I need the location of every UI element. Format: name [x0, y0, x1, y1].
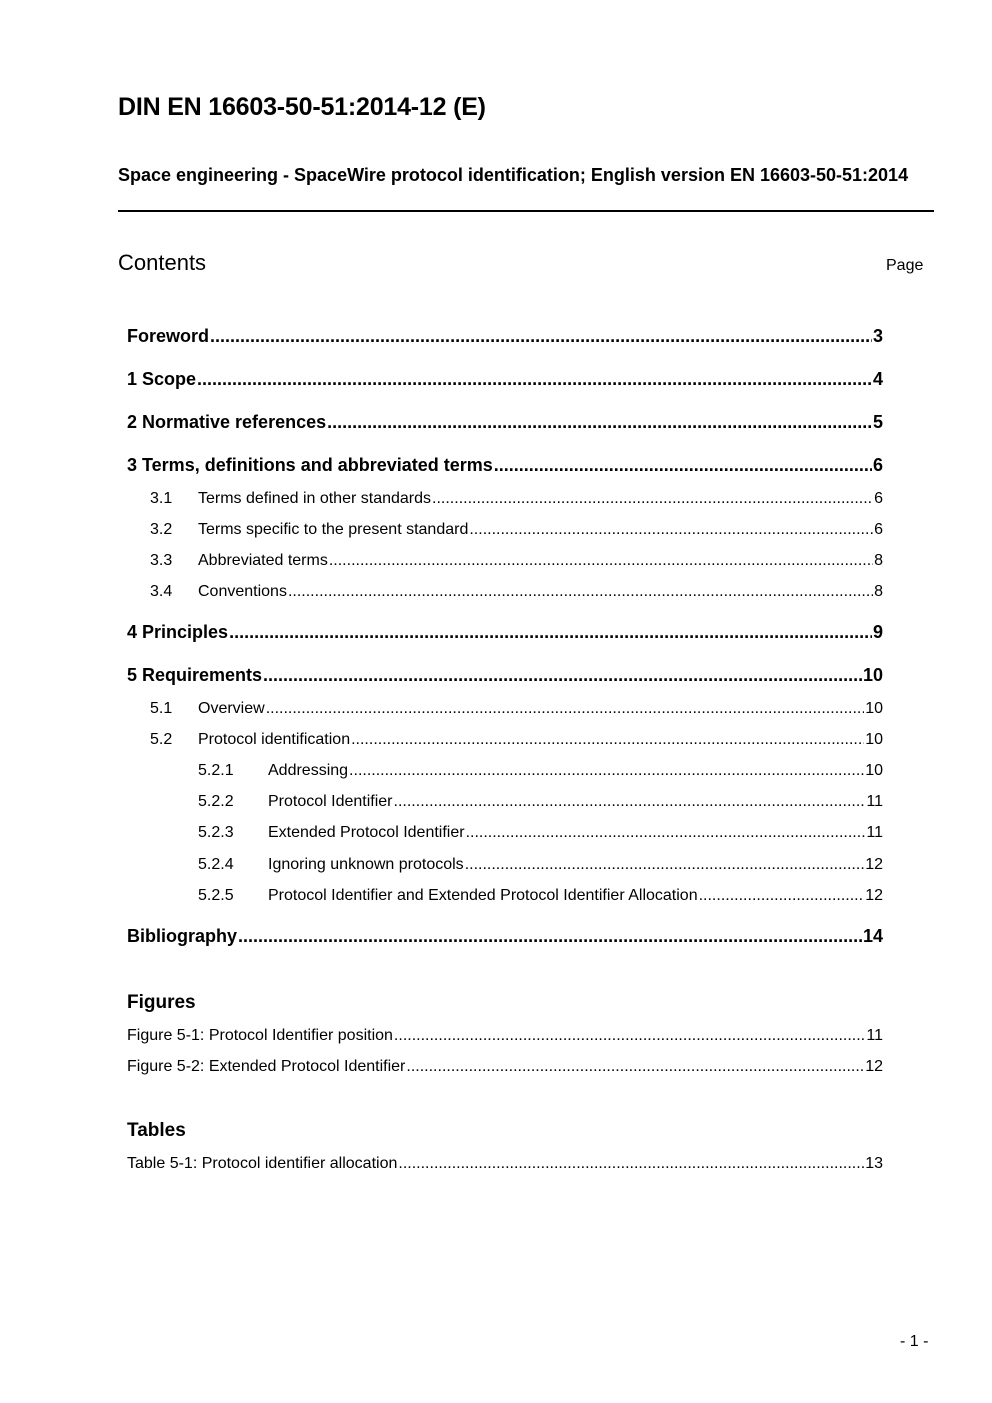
- toc-entry-5-2-1[interactable]: [198, 762, 883, 780]
- toc-entry-5-2[interactable]: [150, 731, 883, 749]
- toc-entry-page: 8: [874, 583, 883, 600]
- figures-heading: Figures: [127, 992, 196, 1013]
- figure-entry-5-2[interactable]: [127, 1058, 883, 1076]
- page-column-label: Page: [886, 257, 924, 274]
- toc-leader-dots: [327, 412, 872, 433]
- toc-entry-5-2-2[interactable]: [198, 793, 883, 811]
- toc-entry-page: 4: [872, 369, 883, 389]
- toc-leader-dots: [394, 793, 866, 811]
- toc-entry-title: Addressing: [268, 762, 349, 779]
- toc-leader-dots: [466, 824, 866, 842]
- toc-entry-3-2[interactable]: [150, 521, 883, 539]
- toc-entry-page: 8: [874, 552, 883, 569]
- toc-entry-principles[interactable]: [127, 622, 883, 643]
- toc-leader-dots: [406, 1058, 864, 1076]
- tables-heading: Tables: [127, 1120, 186, 1141]
- toc-leader-dots: [210, 326, 872, 347]
- toc-entry-page: 10: [865, 762, 883, 779]
- document-subtitle: Space engineering - SpaceWire protocol identification; English version EN 16603-50-51:2014: [118, 165, 909, 185]
- toc-leader-dots: [349, 762, 864, 780]
- toc-entry-title: Protocol identification: [198, 731, 351, 748]
- toc-entry-title: Protocol Identifier and Extended Protocol Identifier Allocation: [268, 887, 698, 904]
- toc-leader-dots: [266, 700, 865, 718]
- toc-entry-page: 6: [874, 521, 883, 538]
- toc-entry-title: Ignoring unknown protocols: [268, 856, 464, 873]
- toc-entry-scope[interactable]: [127, 369, 883, 390]
- footer-page-number: - 1 -: [900, 1333, 929, 1350]
- document-title: DIN EN 16603-50-51:2014-12 (E): [118, 93, 486, 121]
- toc-entry-title: Abbreviated terms: [198, 552, 328, 569]
- table-entry-page: 13: [865, 1155, 883, 1172]
- toc-entry-title: 3 Terms, definitions and abbreviated terms: [127, 455, 493, 475]
- toc-entry-5-1[interactable]: [150, 700, 883, 718]
- toc-leader-dots: [394, 1027, 865, 1045]
- toc-entry-number: 5.2: [150, 731, 173, 748]
- toc-entry-normative-references[interactable]: [127, 412, 883, 433]
- toc-entry-number: 5.2.3: [198, 824, 234, 841]
- toc-entry-number: 3.3: [150, 552, 173, 569]
- toc-leader-dots: [494, 455, 872, 476]
- toc-entry-title: Extended Protocol Identifier: [268, 824, 465, 841]
- toc-entry-requirements[interactable]: [127, 665, 883, 686]
- toc-entry-page: 3: [872, 326, 883, 346]
- toc-entry-title: Terms defined in other standards: [198, 490, 432, 507]
- toc-entry-number: 3.2: [150, 521, 173, 538]
- toc-entry-page: 6: [874, 490, 883, 507]
- toc-leader-dots: [469, 521, 873, 539]
- toc-entry-page: 12: [865, 856, 883, 873]
- toc-entry-number: 3.1: [150, 490, 173, 507]
- toc-entry-title: Conventions: [198, 583, 287, 600]
- toc-entry-page: 9: [872, 622, 883, 642]
- figure-entry-title: Figure 5-1: Protocol Identifier position: [127, 1027, 393, 1044]
- toc-entry-title: 5 Requirements: [127, 665, 263, 685]
- toc-leader-dots: [465, 856, 865, 874]
- table-entry-5-1[interactable]: [127, 1155, 883, 1173]
- toc-entry-foreword[interactable]: [127, 326, 883, 347]
- toc-entry-page: 11: [866, 793, 883, 810]
- toc-entry-title: Foreword: [127, 326, 210, 346]
- toc-entry-title: Terms specific to the present standard: [198, 521, 469, 538]
- toc-entry-5-2-3[interactable]: [198, 824, 883, 842]
- toc-entry-5-2-4[interactable]: [198, 856, 883, 874]
- toc-entry-terms-definitions[interactable]: [127, 455, 883, 476]
- toc-entry-title: 4 Principles: [127, 622, 229, 642]
- toc-entry-page: 14: [862, 926, 883, 946]
- toc-entry-3-4[interactable]: [150, 583, 883, 601]
- toc-leader-dots: [351, 731, 864, 749]
- toc-entry-5-2-5[interactable]: [198, 887, 883, 905]
- toc-entry-page: 12: [865, 887, 883, 904]
- toc-entry-page: 10: [865, 700, 883, 717]
- toc-entry-3-3[interactable]: [150, 552, 883, 570]
- figure-entry-page: 12: [865, 1058, 883, 1075]
- contents-heading: Contents: [118, 250, 207, 275]
- toc-entry-title: 2 Normative references: [127, 412, 327, 432]
- toc-entry-number: 5.2.5: [198, 887, 234, 904]
- toc-leader-dots: [238, 926, 862, 947]
- toc-entry-title: Overview: [198, 700, 265, 717]
- table-entry-title: Table 5-1: Protocol identifier allocation: [127, 1155, 398, 1172]
- figure-entry-5-1[interactable]: [127, 1027, 883, 1045]
- toc-entry-page: 5: [872, 412, 883, 432]
- figure-entry-title: Figure 5-2: Extended Protocol Identifier: [127, 1058, 406, 1075]
- toc-entry-title: Protocol Identifier: [268, 793, 393, 810]
- toc-leader-dots: [263, 665, 862, 686]
- toc-leader-dots: [288, 583, 873, 601]
- toc-entry-number: 5.2.2: [198, 793, 234, 810]
- toc-leader-dots: [699, 887, 865, 905]
- toc-entry-number: 3.4: [150, 583, 173, 600]
- toc-entry-number: 5.1: [150, 700, 173, 717]
- toc-leader-dots: [432, 490, 873, 508]
- toc-entry-page: 6: [872, 455, 883, 475]
- toc-leader-dots: [398, 1155, 864, 1173]
- title-divider: [118, 210, 934, 212]
- toc-entry-number: 5.2.4: [198, 856, 234, 873]
- toc-entry-page: 11: [866, 824, 883, 841]
- figure-entry-page: 11: [866, 1027, 883, 1044]
- toc-leader-dots: [229, 622, 872, 643]
- toc-entry-title: 1 Scope: [127, 369, 197, 389]
- toc-entry-page: 10: [862, 665, 883, 685]
- toc-entry-title: Bibliography: [127, 926, 238, 946]
- toc-leader-dots: [197, 369, 872, 390]
- toc-entry-3-1[interactable]: [150, 490, 883, 508]
- toc-leader-dots: [329, 552, 873, 570]
- toc-entry-page: 10: [865, 731, 883, 748]
- toc-entry-number: 5.2.1: [198, 762, 234, 779]
- toc-entry-bibliography[interactable]: [127, 926, 883, 947]
